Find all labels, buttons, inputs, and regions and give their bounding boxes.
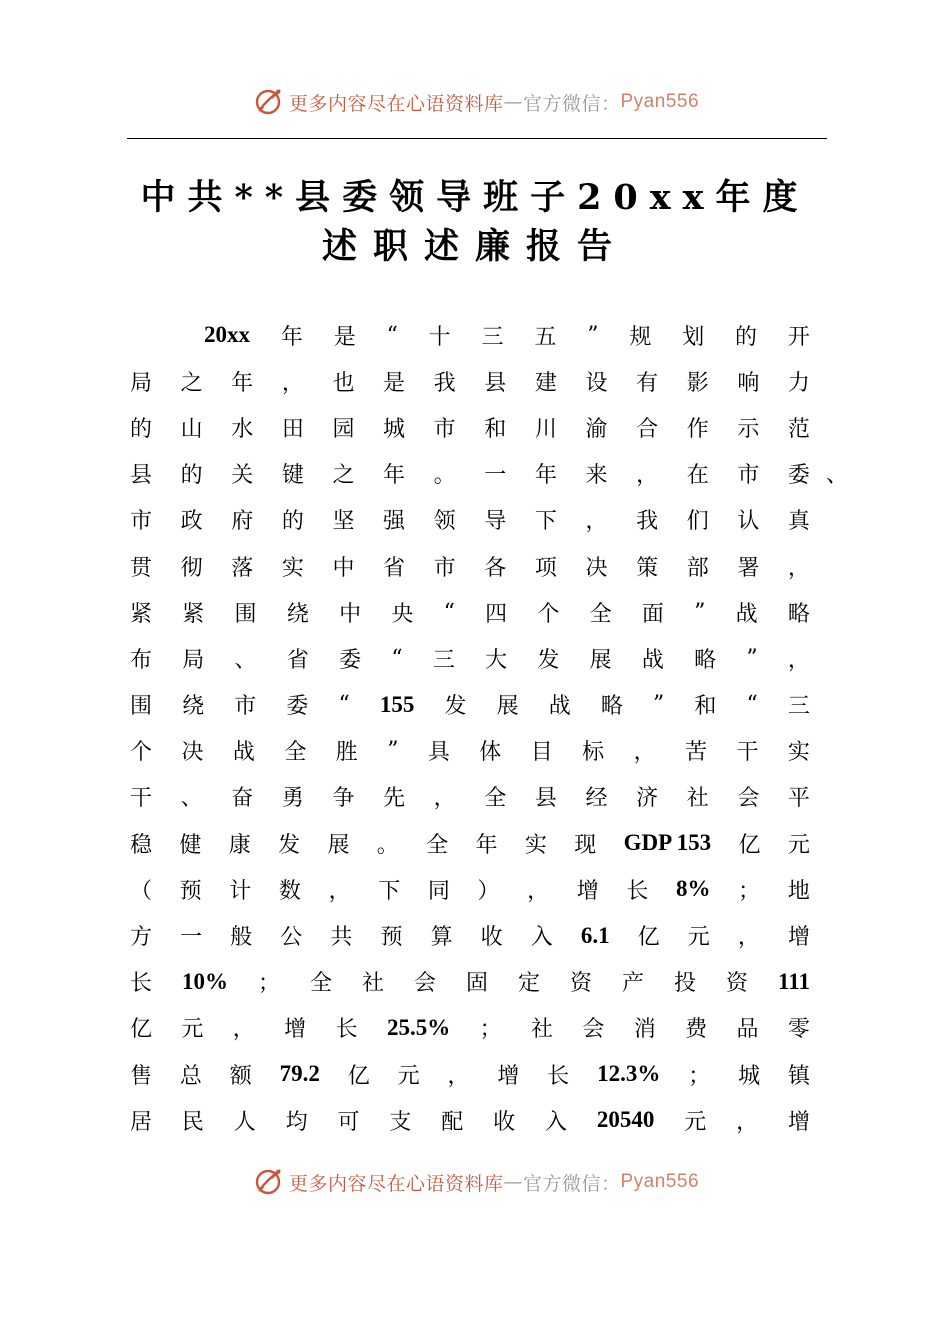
body-token: 渝	[585, 416, 608, 442]
body-token: 预	[179, 878, 202, 904]
body-token: 各	[484, 555, 507, 581]
body-token: 三	[481, 324, 504, 350]
body-token: ，	[736, 1109, 759, 1135]
body-token: 目	[530, 740, 553, 766]
body-token: 署	[737, 555, 760, 581]
body-token: 设	[585, 370, 608, 396]
body-line	[130, 682, 810, 728]
body-token: 有	[636, 370, 659, 396]
banner-label: 官方微信：	[522, 92, 621, 115]
banner-main-text: 更多内容尽在心语资料库	[288, 1172, 504, 1195]
body-token: 长	[335, 1017, 358, 1043]
body-token: ；	[479, 1017, 502, 1043]
body-token: 20xx	[204, 322, 250, 348]
body-token: ，	[281, 370, 304, 396]
body-token: 市	[433, 416, 456, 442]
body-token: ，	[433, 786, 456, 812]
body-token: 市	[234, 694, 257, 720]
body-line	[130, 912, 810, 958]
body-token: 配	[441, 1109, 464, 1135]
body-line	[130, 774, 810, 820]
body-token: 元	[684, 1109, 707, 1135]
body-token: 入	[545, 1109, 568, 1135]
body-token: 收	[493, 1109, 516, 1135]
body-token: 经	[585, 786, 608, 812]
body-token: 苦	[685, 740, 708, 766]
body-token: 展	[327, 832, 350, 858]
body-token: 展	[496, 694, 519, 720]
body-token: ”	[387, 738, 399, 764]
body-token: ，	[232, 1017, 255, 1043]
body-token: 干	[736, 740, 759, 766]
body-token: 建	[534, 370, 557, 396]
body-token: 之	[332, 463, 355, 489]
body-token: 的	[281, 509, 304, 535]
body-token: 贯	[130, 555, 153, 581]
body-token: ”	[694, 599, 706, 625]
body-token: 亿	[130, 1017, 153, 1043]
body-token: 发	[537, 647, 560, 673]
body-token: 实	[524, 832, 547, 858]
body-token: 城	[738, 1063, 761, 1089]
body-token: ，	[633, 740, 656, 766]
body-token: 标	[582, 740, 605, 766]
body-token: 合	[636, 416, 659, 442]
body-token: 个	[130, 740, 153, 766]
body-token: 增	[787, 925, 810, 951]
body-token: 总	[179, 1063, 202, 1089]
body-token: 市	[737, 463, 760, 489]
body-token: 府	[231, 509, 254, 535]
body-token: 胜	[335, 740, 358, 766]
body-token-overhang: 、	[825, 463, 848, 489]
body-token: 之	[180, 370, 203, 396]
body-token: 增	[787, 1109, 810, 1135]
body-token: 中	[332, 555, 355, 581]
body-token: 我	[636, 509, 659, 535]
body-token: 售	[130, 1063, 153, 1089]
body-line	[130, 497, 810, 543]
body-token: 具	[427, 740, 450, 766]
body-token: 键	[281, 463, 304, 489]
body-token: 市	[130, 509, 153, 535]
body-token: “	[391, 645, 403, 671]
body-token: 社	[530, 1017, 553, 1043]
body-token: 康	[228, 832, 251, 858]
body-token: 的	[735, 324, 758, 350]
body-token: 围	[130, 694, 153, 720]
body-token: （	[130, 878, 153, 904]
body-line	[130, 543, 810, 589]
body-token: 元	[397, 1063, 420, 1089]
body-token: 作	[686, 416, 709, 442]
body-token: 项	[534, 555, 557, 581]
body-token: 亿	[347, 1063, 370, 1089]
body-token: 开	[787, 324, 810, 350]
body-token: 体	[479, 740, 502, 766]
body-token: 干	[130, 786, 153, 812]
body-token: 。	[433, 463, 456, 489]
body-token: 一	[484, 463, 507, 489]
body-token: 12.3%	[597, 1061, 661, 1087]
body-token: 关	[231, 463, 254, 489]
body-token: 争	[332, 786, 355, 812]
body-token: 会	[737, 786, 760, 812]
body-token: 划	[682, 324, 705, 350]
body-token: 园	[332, 416, 355, 442]
body-token: 同	[427, 878, 450, 904]
body-token: 长	[626, 878, 649, 904]
body-token: 紧	[130, 601, 153, 627]
body-token: 全	[589, 601, 612, 627]
title-line-2: 述职述廉报告	[321, 226, 628, 267]
body-token: 6.1	[580, 922, 610, 948]
body-token: ，	[527, 878, 550, 904]
body-token: 品	[736, 1017, 759, 1043]
body-token: 8%	[676, 876, 711, 902]
body-token: 支	[389, 1109, 412, 1135]
body-token: ；	[738, 878, 761, 904]
body-token: 计	[229, 878, 252, 904]
body-token: 固	[465, 971, 488, 997]
body-token: 消	[633, 1017, 656, 1043]
body-token: 部	[686, 555, 709, 581]
body-token: 认	[737, 509, 760, 535]
body-token: 力	[787, 370, 810, 396]
body-line	[130, 1051, 810, 1097]
body-token: 规	[629, 324, 652, 350]
body-token: ，	[636, 463, 659, 489]
body-token: 长	[547, 1063, 570, 1089]
body-token: 会	[413, 971, 436, 997]
body-token: 示	[737, 416, 760, 442]
body-token: 民	[181, 1109, 204, 1135]
body-token: 济	[636, 786, 659, 812]
body-token: 入	[530, 925, 553, 951]
body-token: 绕	[182, 694, 205, 720]
body-token: 增	[576, 878, 599, 904]
footer-watermark-banner	[0, 1162, 950, 1202]
body-token: 政	[180, 509, 203, 535]
body-token: ”	[746, 645, 758, 671]
body-token: 和	[694, 694, 717, 720]
body-token: 委	[787, 463, 810, 489]
body-token: 县	[534, 786, 557, 812]
body-token: 范	[787, 416, 810, 442]
body-token: 年	[534, 463, 557, 489]
body-token: 决	[585, 555, 608, 581]
body-line	[130, 1097, 810, 1143]
body-token: ，	[328, 878, 351, 904]
body-line	[130, 866, 810, 912]
body-token: 发	[444, 694, 467, 720]
body-token: 零	[787, 1017, 810, 1043]
body-token: 增	[497, 1063, 520, 1089]
body-token: 20540	[596, 1107, 655, 1133]
body-token: ，	[585, 509, 608, 535]
body-token: 战	[641, 647, 664, 673]
body-token: 会	[582, 1017, 605, 1043]
body-token: 三	[432, 647, 455, 673]
body-token: 下	[534, 509, 557, 535]
body-token: 央	[391, 601, 414, 627]
body-token: 数	[278, 878, 301, 904]
body-token: 在	[686, 463, 709, 489]
body-token: 投	[673, 971, 696, 997]
body-token: 中	[339, 601, 362, 627]
body-token: 也	[332, 370, 355, 396]
body-token: 和	[484, 416, 507, 442]
body-line	[130, 959, 810, 1005]
body-token: 、	[234, 647, 257, 673]
body-token: 25.5%	[386, 1014, 451, 1040]
body-token: 元	[181, 1017, 204, 1043]
body-token: 平	[787, 786, 810, 812]
banner-wechat-id: Pyan556	[620, 1171, 700, 1192]
body-token: 的	[180, 463, 203, 489]
body-token: 亿	[637, 925, 660, 951]
body-token: 年	[383, 463, 406, 489]
body-line	[130, 635, 810, 681]
body-token: ；	[688, 1063, 711, 1089]
banner-main-text: 更多内容尽在心语资料库	[288, 92, 504, 115]
body-token: 略	[600, 694, 623, 720]
body-token: 收	[480, 925, 503, 951]
body-token: 稳	[130, 832, 153, 858]
body-token: 人	[233, 1109, 256, 1135]
body-token: 真	[787, 509, 810, 535]
body-token: 年	[475, 832, 498, 858]
body-token: 定	[517, 971, 540, 997]
body-token: 田	[281, 416, 304, 442]
body-token: 我	[433, 370, 456, 396]
body-token: 实	[787, 740, 810, 766]
body-token: 现	[574, 832, 597, 858]
body-token: 委	[339, 647, 362, 673]
body-token: 镇	[787, 1063, 810, 1089]
body-token: 全	[309, 971, 332, 997]
body-token: 下	[378, 878, 401, 904]
body-token: 资	[725, 971, 748, 997]
body-token: 预	[380, 925, 403, 951]
body-token: 川	[534, 416, 557, 442]
body-token: 均	[285, 1109, 308, 1135]
body-token: “	[443, 599, 455, 625]
report-body	[130, 312, 848, 1143]
body-token: 奋	[231, 786, 254, 812]
body-token: 局	[130, 370, 153, 396]
body-token: 坚	[332, 509, 355, 535]
body-token: 策	[636, 555, 659, 581]
body-token: 79.2	[279, 1061, 320, 1087]
header-divider	[127, 138, 827, 139]
body-token: 、	[180, 786, 203, 812]
body-token: 资	[569, 971, 592, 997]
body-token: “	[338, 692, 350, 718]
body-token: 战	[735, 601, 758, 627]
banner-wechat-id: Pyan556	[620, 91, 700, 112]
body-token: ，	[447, 1063, 470, 1089]
body-token: 彻	[180, 555, 203, 581]
body-token: ；	[257, 971, 280, 997]
body-token: 导	[484, 509, 507, 535]
body-token: 围	[234, 601, 257, 627]
body-token: 十	[428, 324, 451, 350]
body-token: 社	[686, 786, 709, 812]
body-token: “	[746, 692, 758, 718]
body-token: 可	[337, 1109, 360, 1135]
body-token: 略	[787, 601, 810, 627]
body-line	[130, 404, 810, 450]
body-token: 决	[181, 740, 204, 766]
body-token: 地	[787, 878, 810, 904]
body-token: 省	[383, 555, 406, 581]
body-token: 面	[641, 601, 664, 627]
body-line	[130, 1005, 810, 1051]
body-token: GDP 153	[623, 830, 712, 856]
body-token: 影	[686, 370, 709, 396]
body-token: 山	[180, 416, 203, 442]
body-token: 市	[433, 555, 456, 581]
body-token: ”	[652, 692, 665, 718]
body-token: 算	[430, 925, 453, 951]
body-token: ，	[737, 925, 760, 951]
body-token: 城	[383, 416, 406, 442]
body-token: 布	[130, 647, 153, 673]
banner-dash: —	[503, 91, 523, 113]
body-token: 全	[484, 786, 507, 812]
body-token: 长	[130, 971, 153, 997]
body-token: 大	[485, 647, 508, 673]
header-watermark-banner	[0, 82, 950, 122]
body-token: 水	[231, 416, 254, 442]
banner-label: 官方微信：	[522, 1172, 621, 1195]
body-token: ”	[587, 322, 599, 348]
body-token: 县	[484, 370, 507, 396]
body-token: 是	[383, 370, 406, 396]
body-token: 个	[537, 601, 560, 627]
brand-logo-icon	[251, 85, 285, 119]
body-token: 公	[280, 925, 303, 951]
body-token: 的	[130, 416, 153, 442]
body-token: ，	[787, 647, 810, 673]
body-token: 方	[130, 925, 153, 951]
body-token: 勇	[281, 786, 304, 812]
body-token: 元	[787, 832, 810, 858]
body-token: 额	[229, 1063, 252, 1089]
body-token: 绕	[286, 601, 309, 627]
body-token: 四	[485, 601, 508, 627]
body-token: 一	[180, 925, 203, 951]
body-token: 实	[281, 555, 304, 581]
body-line	[130, 820, 810, 866]
body-line	[130, 451, 848, 497]
body-token: ，	[787, 555, 810, 581]
body-token: 10%	[182, 968, 228, 994]
body-line	[130, 358, 810, 404]
body-token: 是	[333, 324, 356, 350]
body-token: 产	[621, 971, 644, 997]
body-token: 费	[685, 1017, 708, 1043]
body-token: 落	[231, 555, 254, 581]
body-token: 略	[694, 647, 717, 673]
body-token: 发	[278, 832, 301, 858]
body-token: 全	[426, 832, 449, 858]
body-token: 增	[284, 1017, 307, 1043]
body-token: 亿	[738, 832, 761, 858]
body-token: 局	[182, 647, 205, 673]
body-token: 五	[534, 324, 557, 350]
body-token: 。	[376, 832, 399, 858]
body-token: 领	[433, 509, 456, 535]
body-token: “	[386, 322, 398, 348]
body-token: 战	[548, 694, 571, 720]
body-token: 展	[589, 647, 612, 673]
body-token: 响	[737, 370, 760, 396]
body-token: 155	[379, 691, 415, 717]
body-token: 们	[686, 509, 709, 535]
body-token: 111	[777, 968, 810, 994]
title-line-1: 中共**县委领导班子20xx年度	[140, 177, 810, 218]
body-token: 战	[232, 740, 255, 766]
body-token: 般	[230, 925, 253, 951]
body-token: 居	[130, 1109, 153, 1135]
body-token: 来	[585, 463, 608, 489]
body-token: ）	[477, 878, 500, 904]
body-token: 社	[361, 971, 384, 997]
body-token: 共	[330, 925, 353, 951]
body-token: 县	[130, 463, 153, 489]
body-token: 省	[286, 647, 309, 673]
body-token: 紧	[182, 601, 205, 627]
body-token: 元	[687, 925, 710, 951]
body-line	[130, 728, 810, 774]
body-token: 三	[787, 694, 810, 720]
body-token: 全	[284, 740, 307, 766]
body-token: 健	[179, 832, 202, 858]
brand-logo-icon	[251, 1165, 285, 1199]
body-token: 年	[280, 324, 303, 350]
body-token: 强	[383, 509, 406, 535]
body-token: 年	[231, 370, 254, 396]
banner-dash: —	[503, 1171, 523, 1193]
body-token: 先	[383, 786, 406, 812]
body-line	[204, 312, 810, 358]
body-line	[130, 589, 810, 635]
body-token: 委	[286, 694, 309, 720]
